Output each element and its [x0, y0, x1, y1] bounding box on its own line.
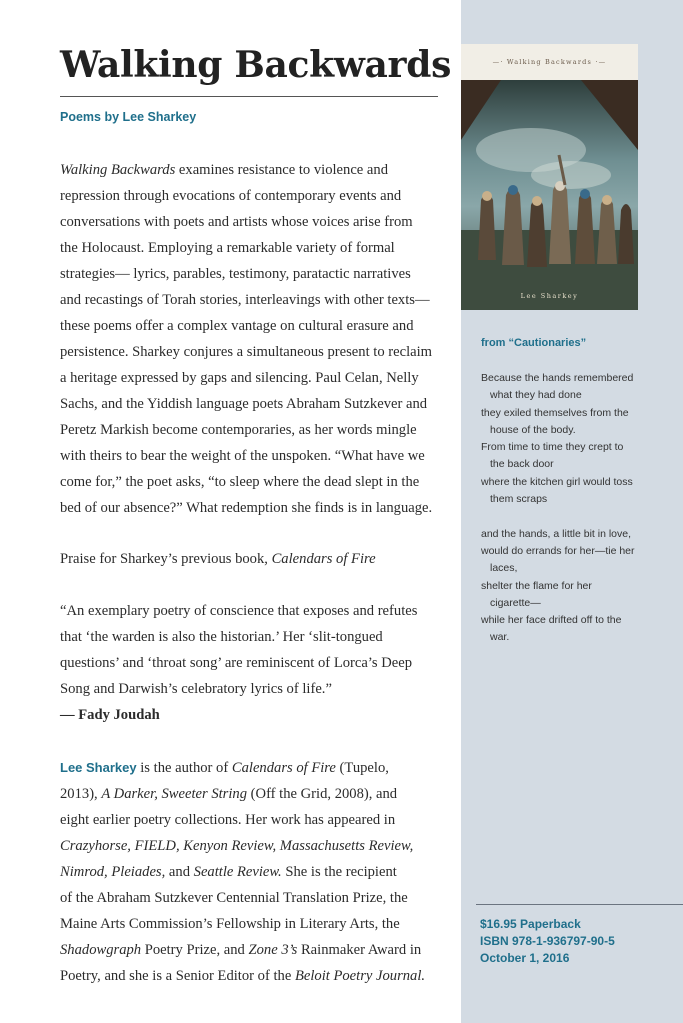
bio-text: Poetry Prize, and: [141, 942, 249, 958]
quote-line: questions’ and ‘throat song’ are reminiscent of Lorca’s Deep: [60, 655, 413, 671]
poem-line: the back door: [490, 458, 554, 471]
description-line: strategies— lyrics, parables, testimony, paratactic narratives: [60, 266, 411, 282]
quote-line: Song and Darwish’s celebratory lyrics of life.”: [60, 681, 332, 697]
bio-text: Rainmaker Award in: [297, 942, 422, 958]
poem-line: what they had done: [490, 389, 582, 402]
journal-name: Beloit Poetry Journal.: [294, 968, 426, 984]
description-paragraph: [60, 157, 440, 521]
cover-painting: [461, 80, 638, 310]
journal-list: Crazyhorse, FIELD, Kenyon Review, Massachusetts Review,: [60, 838, 414, 854]
cover-author: Lee Sharkey: [520, 292, 579, 300]
poem-line: and the hands, a little bit in love,: [481, 527, 632, 540]
bio-text: 2013),: [60, 786, 102, 802]
book-cover: [461, 44, 638, 310]
description-line: and recastings of Torah stories, interleavings with other texts—: [60, 292, 430, 308]
bio-line: Maine Arts Commission’s Fellowship in Literary Arts, the: [60, 916, 400, 932]
cover-title: —· Walking Backwards ·—: [492, 58, 607, 66]
pubinfo-divider: [476, 904, 683, 905]
description-text: examines resistance to violence and: [175, 162, 389, 178]
quote-attribution: — Fady Joudah: [60, 707, 160, 723]
bio-book-title: A Darker, Sweeter String: [101, 786, 248, 802]
praise-quote: [60, 598, 440, 728]
poem-line: they exiled themselves from the: [481, 406, 629, 419]
description-line: the Holocaust. Employing a remarkable variety of formal: [60, 240, 395, 256]
description-line: Sachs, and the Yiddish language poets Abraham Sutzkever and: [60, 396, 428, 412]
prize-name: Shadowgraph: [60, 942, 142, 958]
author-name: Lee Sharkey: [60, 760, 137, 775]
poem-line: From time to time they crept to: [481, 441, 624, 454]
description-line: [60, 157, 440, 183]
journal-list: Seattle Review.: [193, 864, 282, 880]
bio-text: is the author of: [136, 760, 232, 776]
price: $16.95 Paperback: [480, 917, 581, 931]
description-line: conversations with poets and artists whose voices arise from: [60, 214, 413, 230]
description-line: come for,” the poet asks, “to sleep where the dead slept in the: [60, 474, 420, 490]
subtitle: Poems by Lee Sharkey: [60, 110, 197, 124]
poem-line: where the kitchen girl would toss: [481, 475, 633, 488]
poem-line: laces,: [490, 562, 518, 575]
journal-list: Nimrod, Pleiades,: [60, 864, 166, 880]
bio-text: (Tupelo,: [335, 760, 389, 776]
publication-date: October 1, 2016: [480, 951, 570, 965]
description-line: these poems offer a complex vantage on cultural erasure and: [60, 318, 414, 334]
description-line: persistence. Sharkey conjures a simultaneous present to reclaim: [60, 344, 433, 360]
poem-line: would do errands for her—tie her: [481, 544, 635, 557]
quote-line: “An exemplary poetry of conscience that exposes and refutes: [60, 603, 418, 619]
bio-line: of the Abraham Sutzkever Centennial Translation Prize, the: [60, 890, 408, 906]
isbn: ISBN 978-1-936797-90-5: [480, 934, 615, 948]
description-line: bed of our absence?” What redemption she finds is in language.: [60, 500, 433, 516]
poem-line: cigarette—: [490, 596, 541, 609]
description-line: repression through evocations of contemporary events and: [60, 188, 402, 204]
praise-intro-text: Praise for Sharkey’s previous book,: [60, 551, 272, 567]
excerpt-heading: from “Cautionaries”: [481, 337, 587, 349]
poem-excerpt: [481, 370, 671, 647]
poem-line: shelter the flame for her: [481, 579, 592, 592]
description-line: Peretz Markish become contemporaries, as her words mingle: [60, 422, 417, 438]
bio-text: and: [165, 864, 194, 880]
poem-line: while her face drifted off to the: [481, 614, 622, 627]
author-bio: [60, 755, 440, 989]
publication-info: [480, 916, 615, 967]
poem-line: Because the hands remembered: [481, 372, 634, 384]
stanza-break: [481, 508, 671, 525]
title-divider: [60, 96, 438, 97]
previous-book-title: Calendars of Fire: [271, 551, 376, 567]
page-title: Walking Backwards: [60, 44, 452, 86]
description-line: a heritage expressed by gaps and silencing. Paul Celan, Nelly: [60, 370, 419, 386]
bio-line: eight earlier poetry collections. Her work has appeared in: [60, 812, 396, 828]
bio-text: Poetry, and she is a Senior Editor of the: [60, 968, 295, 984]
bio-text: She is the recipient: [281, 864, 397, 880]
poem-line: them scraps: [490, 493, 548, 506]
poem-line: house of the body.: [490, 423, 576, 436]
bio-text: (Off the Grid, 2008), and: [247, 786, 398, 802]
bio-book-title: Calendars of Fire: [231, 760, 336, 776]
prize-name: Zone 3’s: [248, 942, 298, 958]
poem-line: war.: [490, 631, 510, 644]
quote-line: that ‘the warden is also the historian.’ Her ‘slit-tongued: [60, 629, 383, 645]
description-line: with theirs to bear the weight of the unspoken. “What have we: [60, 448, 425, 464]
praise-intro: [60, 546, 440, 572]
book-title-italic: Walking Backwards: [60, 162, 176, 178]
